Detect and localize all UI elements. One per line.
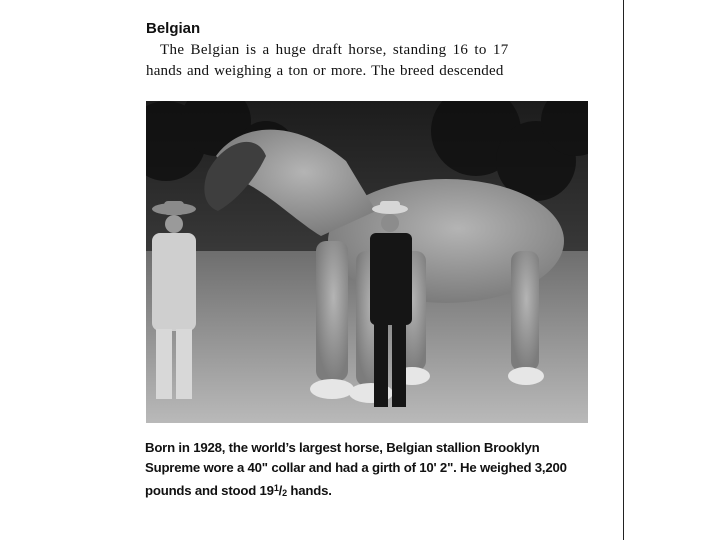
fraction-denominator: 2	[282, 488, 287, 498]
fraction-slash: /	[278, 483, 283, 498]
body-line-2: hands and weighing a ton or more. The breed descended	[146, 63, 504, 79]
caption-line-3-end: hands.	[286, 483, 332, 498]
fraction-numerator: 1	[273, 483, 279, 493]
photo-caption	[145, 438, 585, 503]
caption-line-3	[145, 478, 585, 503]
body-line-1: The Belgian is a huge draft horse, standing 16 to 17	[160, 42, 509, 58]
section-heading: Belgian	[146, 20, 201, 37]
caption-line-1: Born in 1928, the world’s largest horse, Belgian stallion Brooklyn	[145, 440, 540, 455]
caption-line-2: Supreme wore a 40" collar and had a girth of 10' 2". He weighed 3,200	[145, 460, 567, 475]
page-edge-rule	[623, 0, 624, 540]
photo-illustration	[146, 101, 588, 423]
horse-photograph	[146, 101, 588, 423]
body-paragraph	[146, 40, 542, 82]
caption-line-3-text: pounds and stood 19	[145, 483, 274, 498]
